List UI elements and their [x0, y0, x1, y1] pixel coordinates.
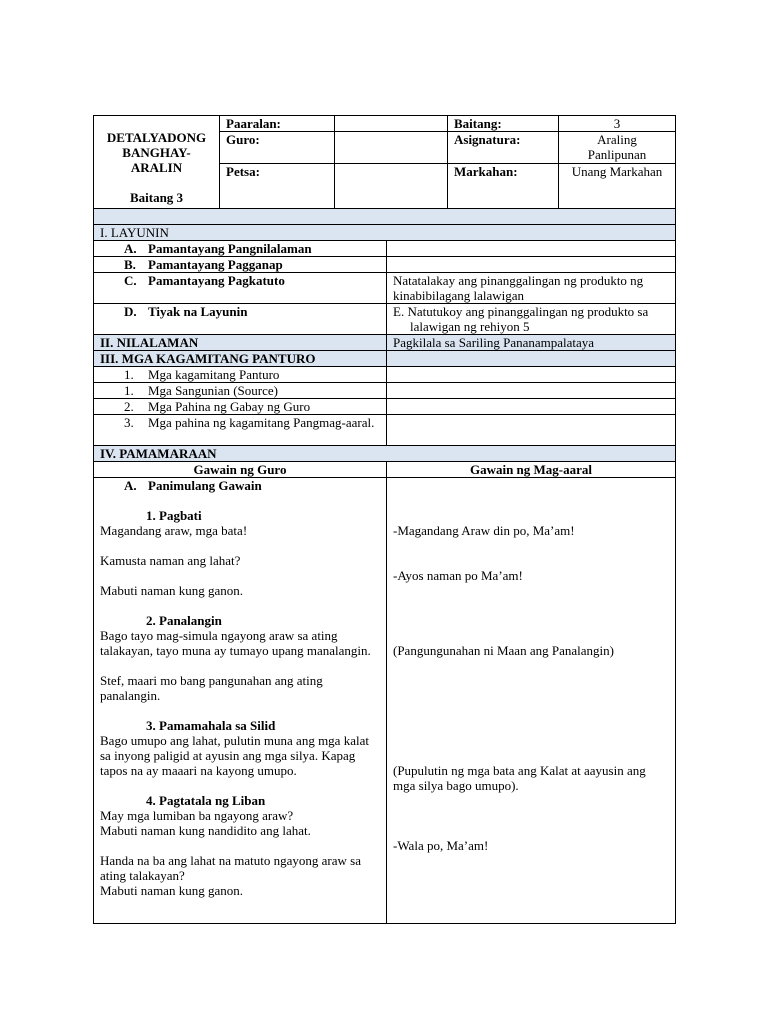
column-header-guro: Gawain ng Guro [94, 462, 387, 478]
petsa-label: Petsa: [220, 164, 335, 209]
response-pagtatala: -Wala po, Ma’am! [393, 838, 489, 853]
pagtatala-line-1: May mga lumiban ba ngayong araw? [100, 808, 294, 823]
gawain-magaaral-cell [387, 478, 676, 924]
pamamahala-title: 3. Pamamahala sa Silid [146, 718, 276, 733]
asignatura-value-line-2: Panlipunan [587, 147, 647, 162]
layunin-c-num: C. [124, 273, 137, 288]
response-pamamahala: (Pupulutin ng mga bata ang Kalat at aayusin ang mga silya bago umupo). [393, 763, 646, 793]
layunin-b-text: Pamantayang Pagganap [148, 257, 283, 272]
kagamitan-item-label: Mga Pahina ng Gabay ng Guro [148, 399, 311, 414]
kagamitan-item [94, 399, 387, 415]
pagtatala-line-4: Mabuti naman kung ganon. [100, 883, 243, 898]
layunin-d-text: Tiyak na Layunin [148, 304, 248, 319]
response-pagbati-1: -Magandang Araw din po, Ma’am! [393, 523, 575, 538]
pagtatala-line-2: Mabuti naman kung nandidito ang lahat. [100, 823, 311, 838]
layunin-row-a [94, 241, 676, 257]
kagamitan-item-row [94, 415, 676, 446]
asignatura-value [559, 132, 676, 164]
lesson-plan-body-table [93, 208, 676, 924]
title-line-2: BANGHAY- [122, 145, 191, 160]
layunin-d-num: D. [124, 304, 137, 319]
panalangin-title: 2. Panalangin [146, 613, 222, 628]
pagbati-line-1: Magandang araw, mga bata! [100, 523, 248, 538]
kagamitan-item-value [387, 415, 676, 446]
layunin-row-c [94, 273, 676, 304]
kagamitan-heading: III. MGA KAGAMITANG PANTURO [94, 351, 387, 367]
kagamitan-item-num: 1. [124, 383, 134, 398]
layunin-row-d [94, 304, 676, 335]
layunin-row-b [94, 257, 676, 273]
pamamaraan-heading: IV. PAMAMARAAN [94, 446, 676, 462]
layunin-a-text: Pamantayang Pangnilalaman [148, 241, 312, 256]
title-line-3: ARALIN [130, 160, 183, 175]
spacer-cell [94, 209, 676, 225]
panimula-label: Panimulang Gawain [148, 478, 262, 493]
layunin-heading-row [94, 225, 676, 241]
kagamitan-item-label: Mga Sangunian (Source) [148, 383, 278, 398]
nilalaman-value: Pagkilala sa Sariling Pananampalataya [387, 335, 676, 351]
nilalaman-row [94, 335, 676, 351]
pamamaraan-content-row [94, 478, 676, 924]
layunin-a-num: A. [124, 241, 137, 256]
kagamitan-item [94, 415, 387, 446]
pamamaraan-heading-row [94, 446, 676, 462]
document-title [94, 116, 220, 209]
layunin-c-value: Natatalakay ang pinanggalingan ng produkto ng kinabibilagang lalawigan [387, 273, 676, 304]
pagtatala-line-3: Handa na ba ang lahat na matuto ngayong araw sa ating talakayan? [100, 853, 361, 883]
kagamitan-item-wrap [124, 415, 380, 430]
kagamitan-item-value [387, 367, 676, 383]
title-line-1: DETALYADONG [106, 130, 207, 145]
petsa-value [335, 164, 448, 209]
layunin-d-label [94, 304, 387, 335]
panalangin-line-1: Bago tayo mag-simula ngayong araw sa ating talakayan, tayo muna ay tumayo upang manalangin. [100, 628, 371, 658]
layunin-c-label [94, 273, 387, 304]
kagamitan-item [94, 367, 387, 383]
panimula-heading [100, 478, 380, 493]
kagamitan-heading-row [94, 351, 676, 367]
pagtatala-title: 4. Pagtatala ng Liban [146, 793, 266, 808]
layunin-c-text: Pamantayang Pagkatuto [148, 273, 285, 288]
paaralan-label: Paaralan: [220, 116, 335, 132]
layunin-b-label [94, 257, 387, 273]
baitang-label: Baitang: [448, 116, 559, 132]
kagamitan-item-value [387, 399, 676, 415]
guro-label: Guro: [220, 132, 335, 164]
kagamitan-item [94, 383, 387, 399]
pagbati-title: 1. Pagbati [146, 508, 202, 523]
guro-value [335, 132, 448, 164]
layunin-d-value [387, 304, 676, 335]
spacer-row [94, 209, 676, 225]
lesson-plan-header-table [93, 115, 676, 209]
response-pagbati-2: -Ayos naman po Ma’am! [393, 568, 523, 583]
kagamitan-item-num: 3. [124, 415, 134, 430]
kagamitan-item-label: Mga pahina ng kagamitang Pangmag-aaral. [148, 415, 375, 430]
kagamitan-item-row [94, 383, 676, 399]
response-panalangin: (Pangungunahan ni Maan ang Panalangin) [393, 643, 614, 658]
layunin-heading: I. LAYUNIN [94, 225, 676, 241]
tiyak-na-layunin-item: E. Natutukoy ang pinanggalingan ng produkto sa lalawigan ng rehiyon 5 [393, 304, 649, 334]
pamamaraan-columns-row [94, 462, 676, 478]
baitang-value: 3 [559, 116, 676, 132]
panalangin-line-2: Stef, maari mo bang pangunahan ang ating panalangin. [100, 673, 323, 703]
pagbati-line-3: Mabuti naman kung ganon. [100, 583, 243, 598]
kagamitan-item-num: 1. [124, 367, 134, 382]
paaralan-value [335, 116, 448, 132]
layunin-a-value [387, 241, 676, 257]
asignatura-label: Asignatura: [448, 132, 559, 164]
kagamitan-item-row [94, 367, 676, 383]
title-grade: Baitang 3 [129, 190, 184, 205]
kagamitan-item-label: Mga kagamitang Panturo [148, 367, 280, 382]
layunin-a-label [94, 241, 387, 257]
panimula-num: A. [124, 478, 137, 493]
pamamahala-line-1: Bago umupo ang lahat, pulutin muna ang mga kalat sa inyong paligid at ayusin ang mga silya. Kapag tapos na ay maaari na kayong umupo. [100, 733, 369, 778]
kagamitan-item-num: 2. [124, 399, 134, 414]
gawain-guro-cell [94, 478, 387, 924]
pagbati-line-2: Kamusta naman ang lahat? [100, 553, 241, 568]
layunin-b-num: B. [124, 257, 136, 272]
nilalaman-heading: II. NILALAMAN [94, 335, 387, 351]
column-header-magaaral: Gawain ng Mag-aaral [387, 462, 676, 478]
layunin-b-value [387, 257, 676, 273]
markahan-value: Unang Markahan [559, 164, 676, 209]
kagamitan-item-value [387, 383, 676, 399]
kagamitan-item-row [94, 399, 676, 415]
kagamitan-heading-blank [387, 351, 676, 367]
asignatura-value-line-1: Araling [597, 132, 637, 147]
markahan-label: Markahan: [448, 164, 559, 209]
